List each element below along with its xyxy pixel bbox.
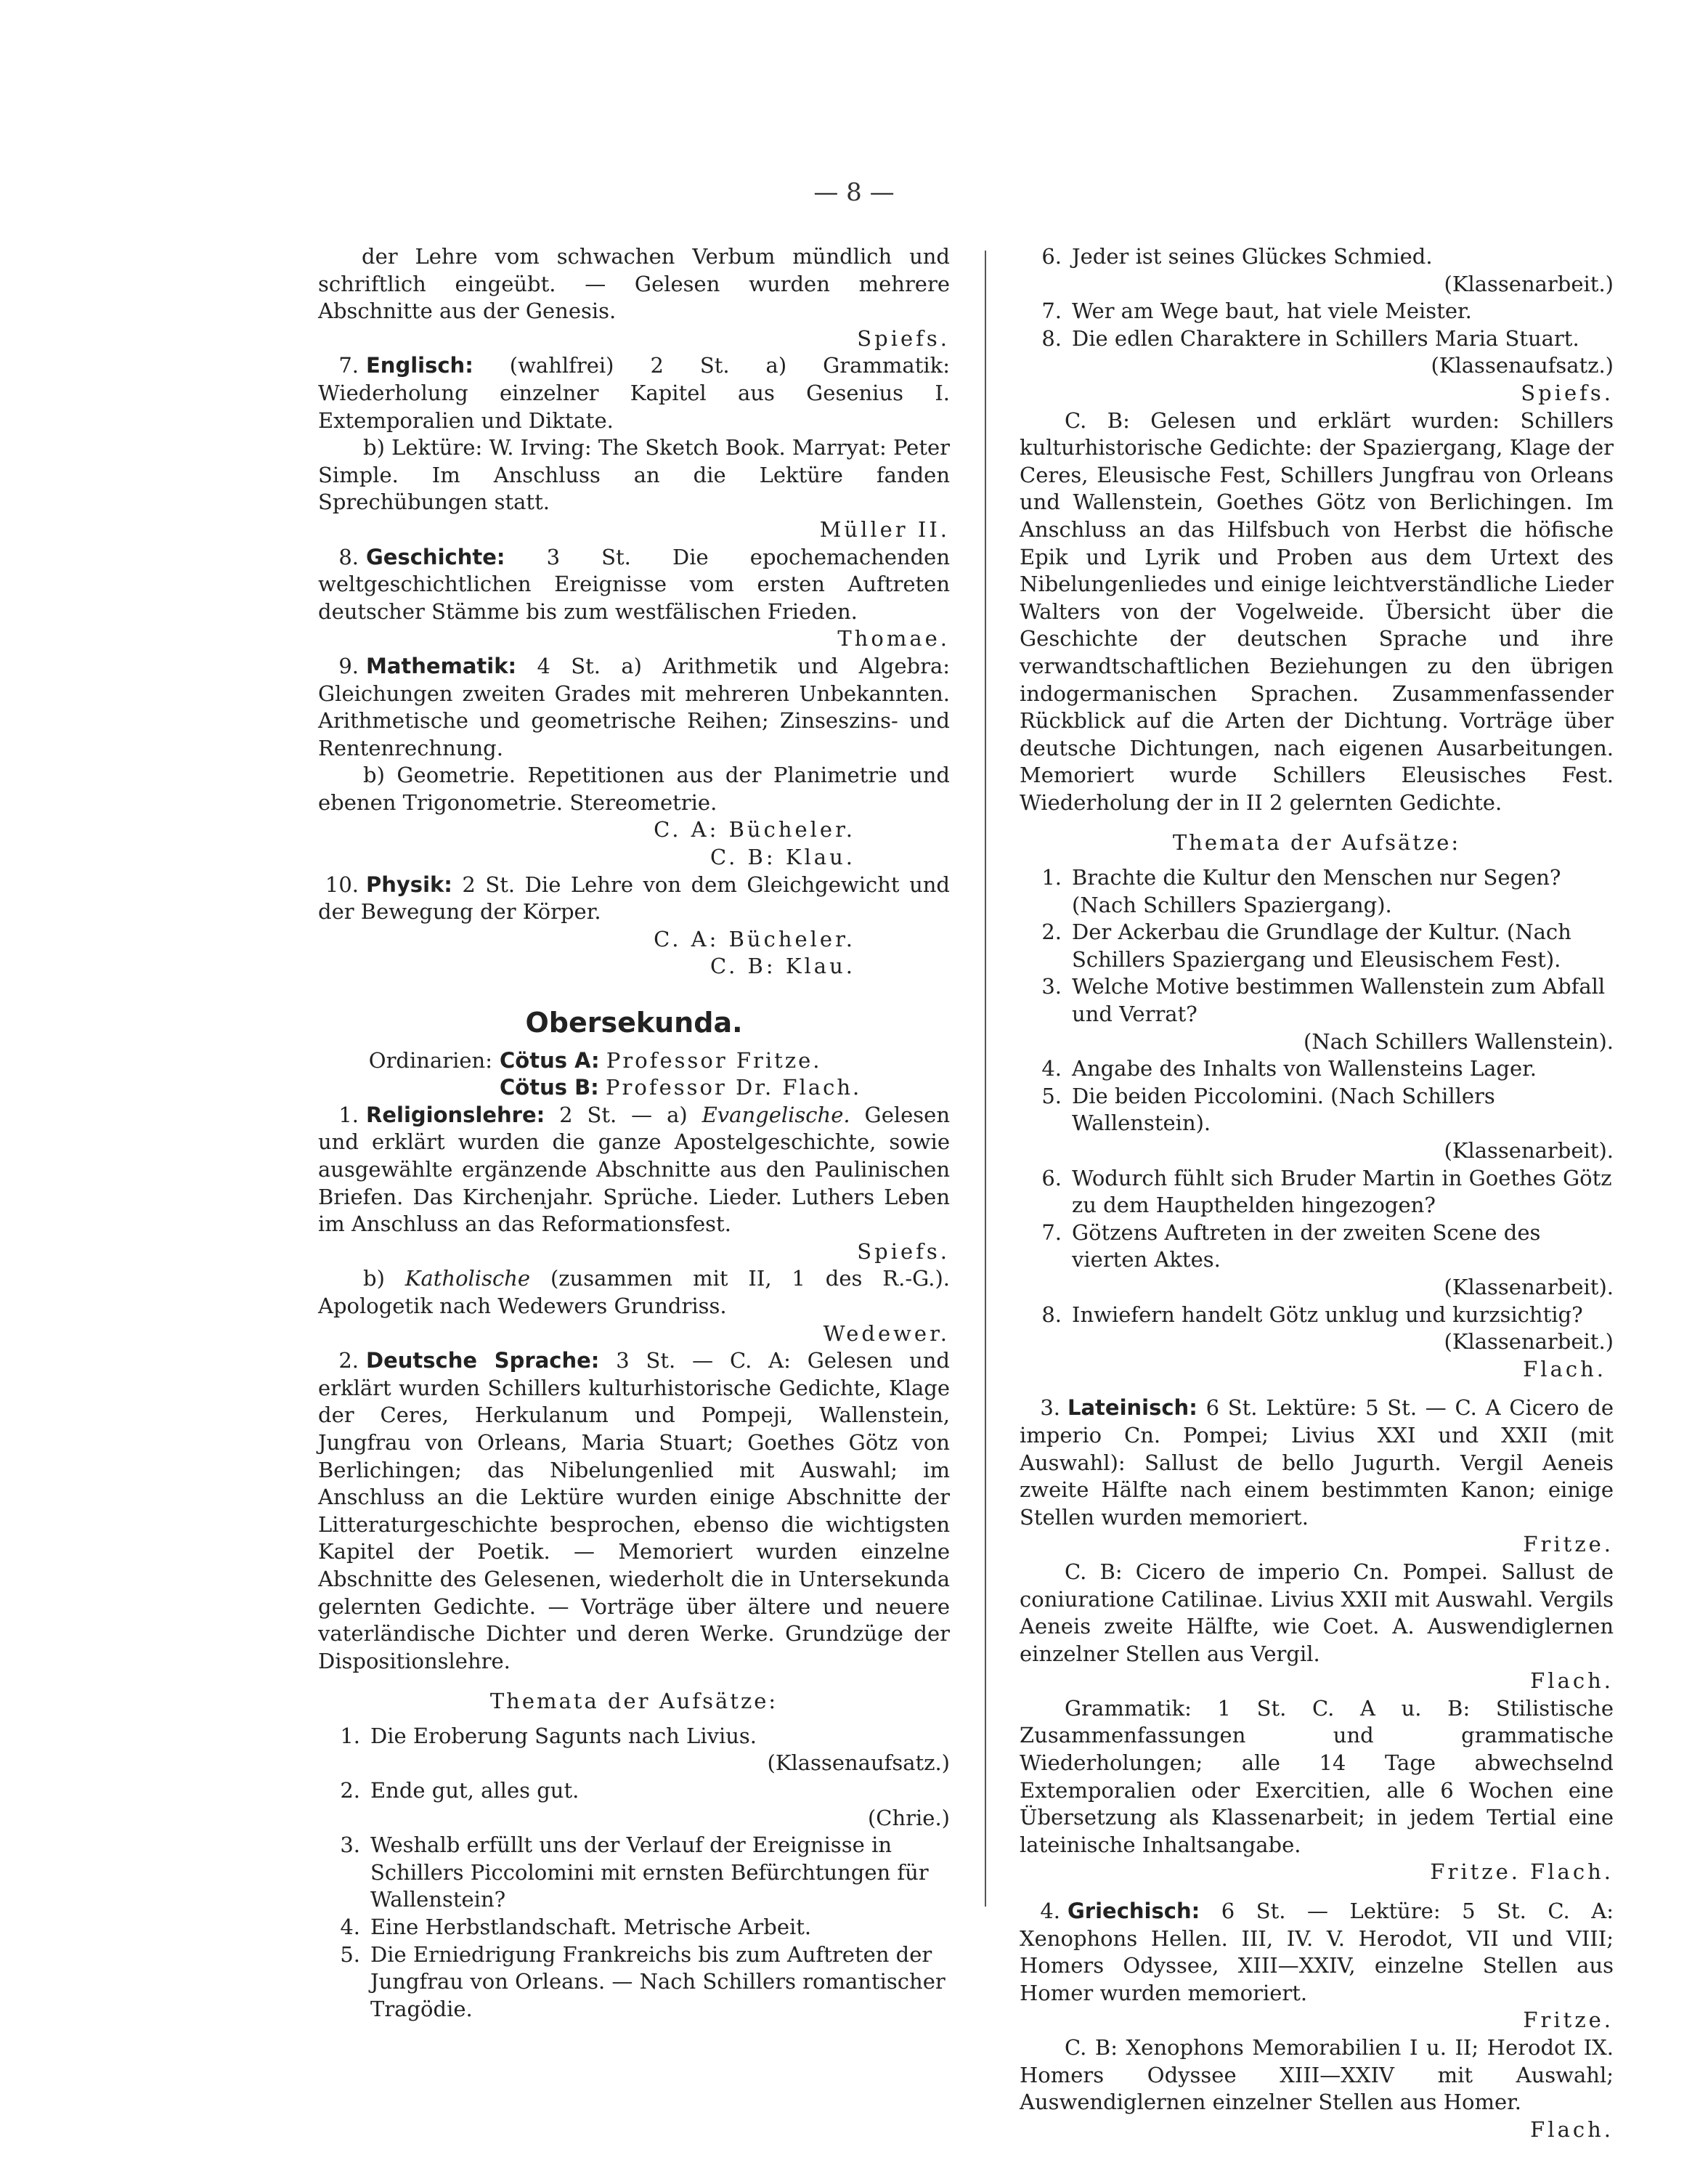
ordinarien-line-b — [318, 1074, 950, 1102]
themata-item — [1020, 864, 1614, 919]
item-text — [1072, 973, 1614, 1055]
subject-heading: Lateinisch: — [1068, 1395, 1197, 1421]
entry-text: (wahlfrei) 2 St. a) Grammatik: Wiederholung einzelner Kapitel aus Gesenius I. Extemporalien und Diktate. — [318, 353, 950, 433]
entry-signature: Spiefs. — [857, 1238, 950, 1264]
item-number: 1. — [340, 1723, 360, 1748]
themata-item — [1020, 298, 1614, 325]
entry-number: 1. — [338, 1102, 359, 1127]
ordinarien-line-a — [318, 1047, 950, 1075]
subject-heading: Religionslehre: — [366, 1102, 545, 1127]
intro-paragraph — [318, 243, 950, 352]
entry-text: b) — [363, 1266, 385, 1291]
item-text — [1072, 1165, 1614, 1219]
item-title: Brachte die Kultur den Menschen nur Segen? (Nach Schillers Spaziergang). — [1072, 865, 1561, 917]
entry-number: 8. — [338, 544, 359, 569]
item-text — [370, 1777, 950, 1832]
item-number: 3. — [340, 1832, 360, 1858]
entry-signature: Wedewer. — [823, 1320, 950, 1346]
item-note: (Klassenaufsatz.) — [767, 1750, 950, 1776]
item-note: (Klassenarbeit.) — [1444, 1329, 1614, 1355]
entry-number: 3. — [1040, 1395, 1060, 1421]
entry-text: b) Geometrie. Repetitionen aus der Planimetrie und ebenen Trigonometrie. Stereometrie. — [318, 763, 950, 815]
item-number: 5. — [1041, 1083, 1062, 1108]
entry-text: 6 St. — Lektüre: 5 St. C. A: Xenophons Hellen. III, IV. V. Herodot, VII und VIII; Homers Odyssee, XIII—XXIV, einzelne Stellen aus Homer wurden memoriert. — [1020, 1899, 1614, 2005]
item-text — [1072, 864, 1614, 919]
entry-italic: Katholische — [404, 1266, 531, 1291]
deutsch-entry — [318, 1347, 950, 1675]
entry-signature: Fritze. — [1523, 2008, 1614, 2033]
themata-list — [1020, 243, 1614, 380]
entry-signature: Spiefs. — [1521, 380, 1614, 405]
entry-text: b) Lektüre: W. Irving: The Sketch Book. Marryat: Peter Simple. Im Anschluss an die Lektüre fanden Sprechübungen statt. — [318, 435, 950, 515]
item-number: 2. — [1041, 920, 1062, 945]
entry-signature: Fritze. — [1523, 1532, 1614, 1557]
item-title: Der Ackerbau die Grundlage der Kultur. (Nach Schillers Spaziergang und Eleusischem Fest). — [1072, 920, 1571, 972]
coetus-label: Cötus B: — [500, 1075, 599, 1100]
item-title: Weshalb erfüllt uns der Verlauf der Ereignisse in Schillers Piccolomini mit ernsten Befürchtungen für Wallenstein? — [370, 1832, 929, 1912]
entry-text: C. B: Gelesen und erklärt wurden: Schillers kulturhistorische Gedichte: der Spaziergang, Klage der Ceres, Eleusische Fest, Schillers Jungfrau von Orleans und Wallenstein, Goethes Götz von Berlichingen. Im Anschluss an das Hilfsbuch von Herbst die höfische Epik und Lyrik und Proben aus dem Urtext des Nibelungenliedes und einige leichtverständliche Lieder Walters von der Vogelweide. Übersicht über die Geschichte der deutschen Sprache und ihre verwandtschaftlichen Beziehungen zu den übrigen indogermanischen Sprachen. Zusammenfassender Rückblick auf die Arten der Dichtung. Vorträge über deutsche Dichtungen, nach eigenen Ausarbeitungen. Memoriert wurde Schillers Eleusisches Fest. Wiederholung der in II 2 gelernten Gedichte. — [1020, 407, 1614, 815]
themata-item — [1020, 1083, 1614, 1165]
themata-item — [1020, 243, 1614, 298]
entry-number: 9. — [338, 653, 359, 678]
item-text — [1072, 1302, 1614, 1356]
entry-number: 4. — [1040, 1899, 1060, 1924]
themata-item — [1020, 973, 1614, 1055]
entry-text: 2 St. Die Lehre von dem Gleichgewicht und der Bewegung der Körper. — [318, 872, 950, 925]
item-text — [370, 1723, 950, 1777]
item-title: Jeder ist seines Glückes Schmied. — [1072, 244, 1433, 269]
themata-heading: Themata der Aufsätze: — [1172, 830, 1461, 856]
themata-item — [318, 1723, 950, 1777]
griechisch-entry — [1020, 1898, 1614, 2034]
item-note: (Chrie.) — [867, 1805, 950, 1830]
latein-entry — [1020, 1395, 1614, 1559]
item-title: Die edlen Charaktere in Schillers Maria Stuart. — [1072, 325, 1579, 351]
item-text — [1072, 1083, 1614, 1165]
entry-text: C. B: Xenophons Memorabilien I u. II; Herodot IX. Homers Odyssee XIII—XXIV mit Auswahl; Auswendiglernen einzelner Stellen aus Homer. — [1020, 2035, 1614, 2115]
themata-item — [1020, 1055, 1614, 1083]
item-note: (Klassenaufsatz.) — [1431, 353, 1614, 378]
intro-text: der Lehre vom schwachen Verbum mündlich und schriftlich eingeübt. — Gelesen wurden mehrere Abschnitte aus der Genesis. — [318, 244, 950, 324]
subject-heading: Englisch: — [366, 353, 473, 378]
item-title: Götzens Auftreten in der zweiten Scene des vierten Aktes. — [1072, 1219, 1541, 1272]
entry-number: 2. — [338, 1348, 359, 1373]
entry-text: 6 St. Lektüre: 5 St. — C. A Cicero de imperio Cn. Pompei; Livius XXI und XXII (mit Auswahl): Sallust de bello Jugurth. Vergil Aeneis zweite Hälfte nach einem bestimmten Kanon; einige Stellen wurden memoriert. — [1020, 1395, 1614, 1530]
themata-item — [1020, 325, 1614, 380]
item-title: Wer am Wege baut, hat viele Meister. — [1072, 299, 1472, 324]
item-title: Die Erniedrigung Frankreichs bis zum Auftreten der Jungfrau von Orleans. — Nach Schillers romantischer Tragödie. — [370, 1941, 946, 2021]
entry-number: 7. — [338, 353, 359, 378]
coetus-teacher: Professor Dr. Flach. — [606, 1075, 862, 1100]
subject-heading: Physik: — [366, 872, 452, 897]
item-note: (Klassenarbeit). — [1444, 1138, 1614, 1163]
page-number: — 8 — — [813, 178, 895, 207]
subject-heading: Geschichte: — [366, 544, 505, 569]
item-text — [1072, 243, 1614, 298]
themata-list — [1020, 864, 1614, 1356]
item-note: (Klassenarbeit). — [1444, 1274, 1614, 1299]
entry-text: 3 St. Die epochemachenden weltgeschichtlichen Ereignisse vom ersten Auftreten deutscher Stämme bis zum westfälischen Frieden. — [318, 544, 951, 624]
subject-heading: Mathematik: — [366, 653, 517, 678]
item-title: Eine Herbstlandschaft. Metrische Arbeit. — [370, 1915, 812, 1940]
item-title: Die Eroberung Sagunts nach Livius. — [370, 1723, 757, 1748]
item-text — [1072, 325, 1614, 380]
entry-signature: Flach. — [1523, 1356, 1606, 1381]
item-title: Die beiden Piccolomini. (Nach Schillers Wallenstein). — [1072, 1083, 1495, 1136]
entry-signature: C. B: Klau. — [709, 954, 855, 979]
entry-signature: C. A: Bücheler. — [654, 926, 855, 951]
physik-entry — [318, 872, 950, 981]
item-number: 5. — [340, 1941, 360, 1967]
left-column — [318, 243, 950, 2023]
griechisch-cb — [1020, 2034, 1614, 2143]
entry-text: 4 St. a) Arithmetik und Algebra: Gleichungen zweiten Grades mit mehreren Unbekannten. Arithmetische und geometrische Reihen; Zinseszins- und Rentenrechnung. — [318, 653, 951, 760]
item-number: 4. — [340, 1915, 360, 1940]
item-number: 6. — [1041, 1165, 1062, 1190]
religion-entry — [318, 1102, 950, 1266]
item-text — [370, 1941, 950, 2023]
item-number: 6. — [1041, 244, 1062, 269]
themata-item — [1020, 919, 1614, 973]
entry-text: C. B: Cicero de imperio Cn. Pompei. Sallust de coniuratione Catilinae. Livius XXII mit Auswahl. Vergils Aeneis zweite Hälfte, wie Coet. A. Auswendiglernen einzelner Stellen aus Vergil. — [1020, 1559, 1614, 1666]
themata-item — [318, 1777, 950, 1832]
entry-signature: Thomae. — [837, 626, 950, 651]
themata-item — [318, 1941, 950, 2023]
item-title: Ende gut, alles gut. — [370, 1778, 580, 1803]
themata-item — [1020, 1219, 1614, 1302]
item-text — [1072, 1055, 1614, 1083]
item-number: 4. — [1041, 1056, 1062, 1081]
item-number: 8. — [1041, 1302, 1062, 1327]
item-text — [1072, 919, 1614, 973]
entry-italic: Evangelische. — [702, 1102, 850, 1127]
themata-item — [318, 1832, 950, 1914]
right-column — [1020, 243, 1614, 2143]
item-title: Angabe des Inhalts von Wallensteins Lager. — [1072, 1056, 1537, 1081]
themata-item — [1020, 1302, 1614, 1356]
item-number: 7. — [1041, 1219, 1062, 1245]
themata-item — [1020, 1165, 1614, 1219]
entry-signature: C. B: Klau. — [709, 845, 855, 870]
entry-text: 3 St. — C. A: Gelesen und erklärt wurden Schillers kulturhistorische Gedichte, Klage der Ceres, Herkulanum und Pompeji, Wallenstein, Jungfrau von Orleans, Maria Stuart; Goethes Götz von Berlichingen; das Nibelungenlied mit Auswahl; im Anschluss an die Lektüre wurden einige Abschnitte der Litteraturgeschichte besprochen, ebenso die wichtigsten Kapitel der Poetik. — Memoriert wurden einzelne Abschnitte des Gelesenen, wiederholt die in Untersekunda gelernten Gedichte. — Vorträge über ältere und neuere vaterländische Dichter und deren Werke. Grundzüge der Dispositionslehre. — [318, 1348, 950, 1673]
item-number: 2. — [340, 1778, 360, 1803]
subject-heading: Griechisch: — [1068, 1899, 1200, 1924]
religion-entry-b — [318, 1265, 950, 1347]
entry-text: (zusammen mit II, 1 des R.-G.). Apologetik nach Wedewers Grundriss. — [318, 1266, 950, 1318]
latein-grammatik — [1020, 1695, 1614, 1886]
latein-cb — [1020, 1559, 1614, 1695]
themata-heading: Themata der Aufsätze: — [489, 1689, 778, 1714]
englisch-entry — [318, 352, 950, 434]
entry-signature: Fritze. Flach. — [1430, 1859, 1614, 1885]
item-text — [1072, 1219, 1614, 1302]
mathematik-entry-b — [318, 762, 950, 871]
themata-list — [318, 1723, 950, 2023]
entry-signature: Flach. — [1530, 2116, 1614, 2142]
item-number: 8. — [1041, 325, 1062, 351]
item-title: Welche Motive bestimmen Wallenstein zum Abfall und Verrat? — [1072, 974, 1606, 1027]
item-number: 7. — [1041, 299, 1062, 324]
item-number: 1. — [1041, 865, 1062, 890]
themata-item — [318, 1914, 950, 1941]
cb-paragraph — [1020, 407, 1614, 817]
column-divider — [985, 251, 986, 1907]
item-number: 3. — [1041, 974, 1062, 999]
mathematik-entry — [318, 653, 950, 762]
item-note: (Nach Schillers Wallenstein). — [1304, 1028, 1614, 1054]
entry-number: 10. — [325, 872, 359, 897]
coetus-teacher: Professor Fritze. — [606, 1047, 822, 1073]
entry-signature: Flach. — [1530, 1668, 1614, 1694]
ordinarien-label: Ordinarien: — [368, 1047, 492, 1073]
entry-signature: Müller II. — [819, 516, 950, 542]
item-note: (Klassenarbeit.) — [1444, 271, 1614, 296]
entry-text: Gelesen und erklärt wurden die ganze Apostelgeschichte, sowie ausgewählte ergänzende Abschnitte aus den Paulinischen Briefen. Das Kirchenjahr. Sprüche. Lieder. Luthers Leben im Anschluss an das Reformationsfest. — [318, 1102, 951, 1237]
geschichte-entry — [318, 544, 950, 653]
entry-text: 2 St. — a) — [559, 1102, 688, 1127]
englisch-entry-b — [318, 434, 950, 543]
section-title: Obersekunda. — [525, 1007, 743, 1039]
entry-text: Grammatik: 1 St. C. A u. B: Stilistische Zusammenfassungen und grammatische Wiederholungen; alle 14 Tage abwechselnd Extemporalien oder Exercitien, alle 6 Wochen eine Übersetzung als Klassenarbeit; in jedem Tertial eine lateinische Inhaltsangabe. — [1020, 1695, 1614, 1857]
item-title: Wodurch fühlt sich Bruder Martin in Goethes Götz zu dem Haupthelden hingezogen? — [1072, 1165, 1612, 1218]
item-text — [370, 1914, 950, 1941]
coetus-label: Cötus A: — [500, 1047, 600, 1073]
intro-signature: Spiefs. — [857, 325, 950, 351]
entry-signature: C. A: Bücheler. — [654, 817, 855, 843]
item-title: Inwiefern handelt Götz unklug und kurzsichtig? — [1072, 1302, 1583, 1327]
subject-heading: Deutsche Sprache: — [366, 1348, 600, 1373]
item-text — [1072, 298, 1614, 325]
item-text — [370, 1832, 950, 1914]
